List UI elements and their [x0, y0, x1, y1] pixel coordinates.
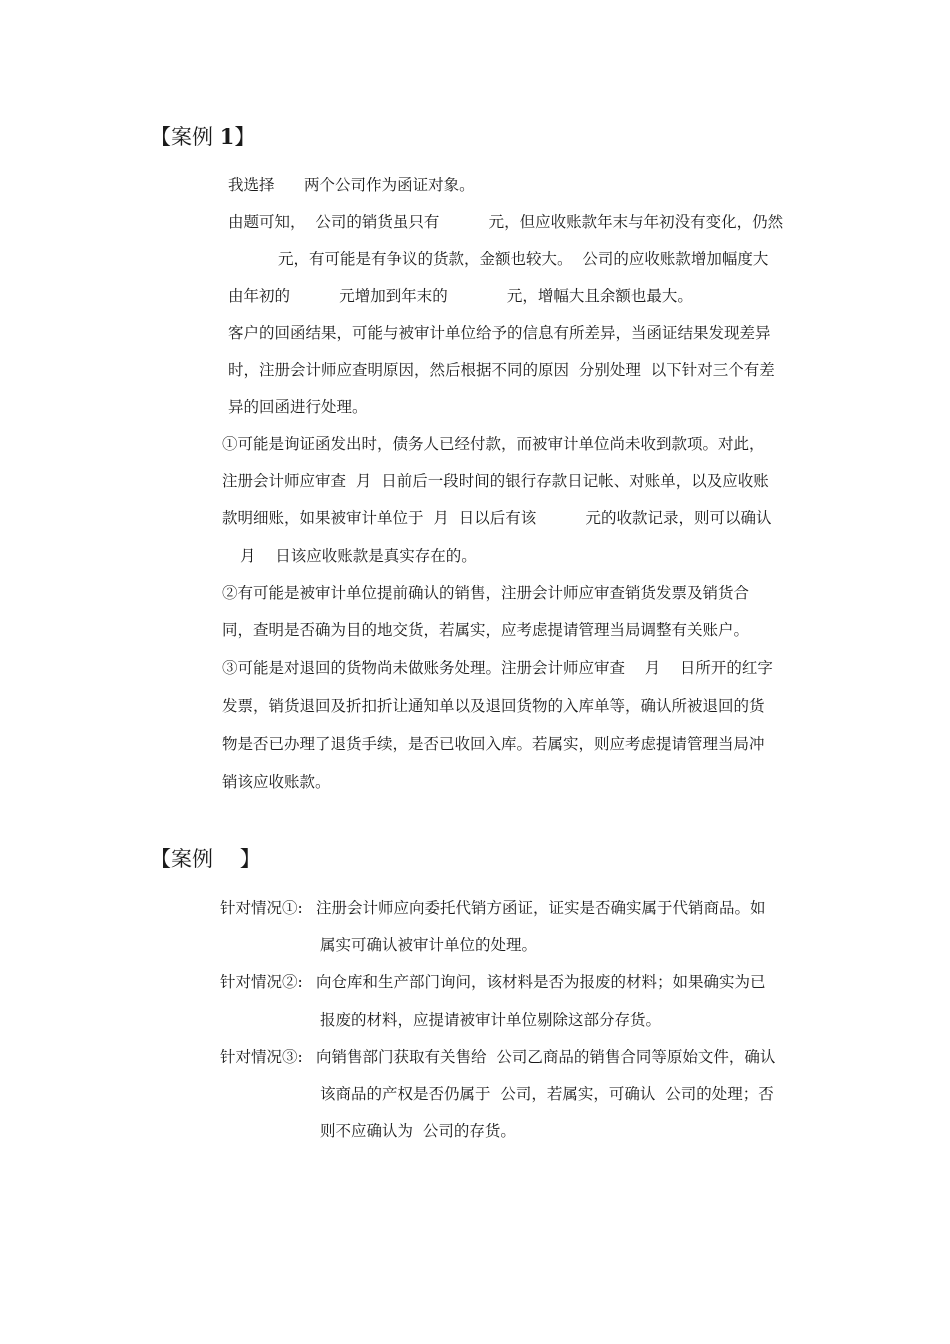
case1-line: ③可能是对退回的货物尚未做账务处理。注册会计师应审查 月 日所开的红字 [222, 659, 773, 677]
case1-line: 我选择 两个公司作为函证对象。 [228, 176, 475, 194]
case1-line: 元，有可能是有争议的货款，金额也较大。 公司的应收账款增加幅度大 [278, 250, 769, 268]
case1-line: ②有可能是被审计单位提前确认的销售，注册会计师应审查销货发票及销货合 [222, 584, 750, 602]
case1-line: ①可能是询证函发出时，债务人已经付款，而被审计单位尚未收到款项。对此， [222, 435, 765, 453]
situation-label: 针对情况③: [220, 1048, 303, 1066]
case1-line: 发票，销货退回及折扣折让通知单以及退回货物的入库单等，确认所被退回的货 [222, 697, 765, 715]
case1-line: 由年初的 元增加到年末的 元，增幅大且余额也最大。 [228, 287, 693, 305]
case1-heading-suffix: 】 [234, 125, 256, 149]
situation-text: 报废的材料，应提请被审计单位剔除这部分存货。 [320, 1011, 662, 1029]
situation-text: 注册会计师应向委托代销方函证，证实是否确实属于代销商品。如 [316, 899, 766, 917]
case1-line: 销该应收账款。 [222, 773, 331, 791]
case2-heading: 【案例 】 [150, 847, 261, 871]
situation-text: 属实可确认被审计单位的处理。 [320, 936, 538, 954]
situation-text: 则不应确认为 公司的存货。 [320, 1122, 516, 1140]
case1-line: 时，注册会计师应查明原因，然后根据不同的原因 分别处理 以下针对三个有差 [228, 361, 775, 379]
case1-line: 月 日该应收账款是真实存在的。 [240, 547, 477, 565]
case1-line: 款明细账，如果被审计单位于 月 日以后有该 元的收款记录，则可以确认 [222, 509, 772, 527]
case1-line: 客户的回函结果，可能与被审计单位给予的信息有所差异，当函证结果发现差异 [228, 324, 771, 342]
case1-line: 异的回函进行处理。 [228, 398, 368, 416]
case1-heading-number: 1 [219, 124, 235, 149]
case1-line: 注册会计师应审查 月 日前后一段时间的银行存款日记帐、对账单，以及应收账 [222, 472, 769, 490]
case1-line: 由题可知， 公司的销货虽只有 元，但应收账款年末与年初没有变化，仍然 [228, 213, 784, 231]
situation-text: 向仓库和生产部门询问，该材料是否为报废的材料；如果确实为已 [316, 973, 766, 991]
situation-text: 该商品的产权是否仍属于 公司，若属实，可确认 公司的处理；否 [320, 1085, 774, 1103]
case1-line: 物是否已办理了退货手续，是否已收回入库。若属实，则应考虑提请管理当局冲 [222, 735, 765, 753]
case1-line: 同，查明是否确为目的地交货，若属实，应考虑提请管理当局调整有关账户。 [222, 621, 750, 639]
situation-label: 针对情况①: [220, 899, 303, 917]
situation-text: 向销售部门获取有关售给 公司乙商品的销售合同等原始文件，确认 [316, 1048, 776, 1066]
situation-label: 针对情况②: [220, 973, 303, 991]
case1-heading [150, 124, 255, 150]
case1-heading-prefix: 【案例 [150, 125, 220, 149]
